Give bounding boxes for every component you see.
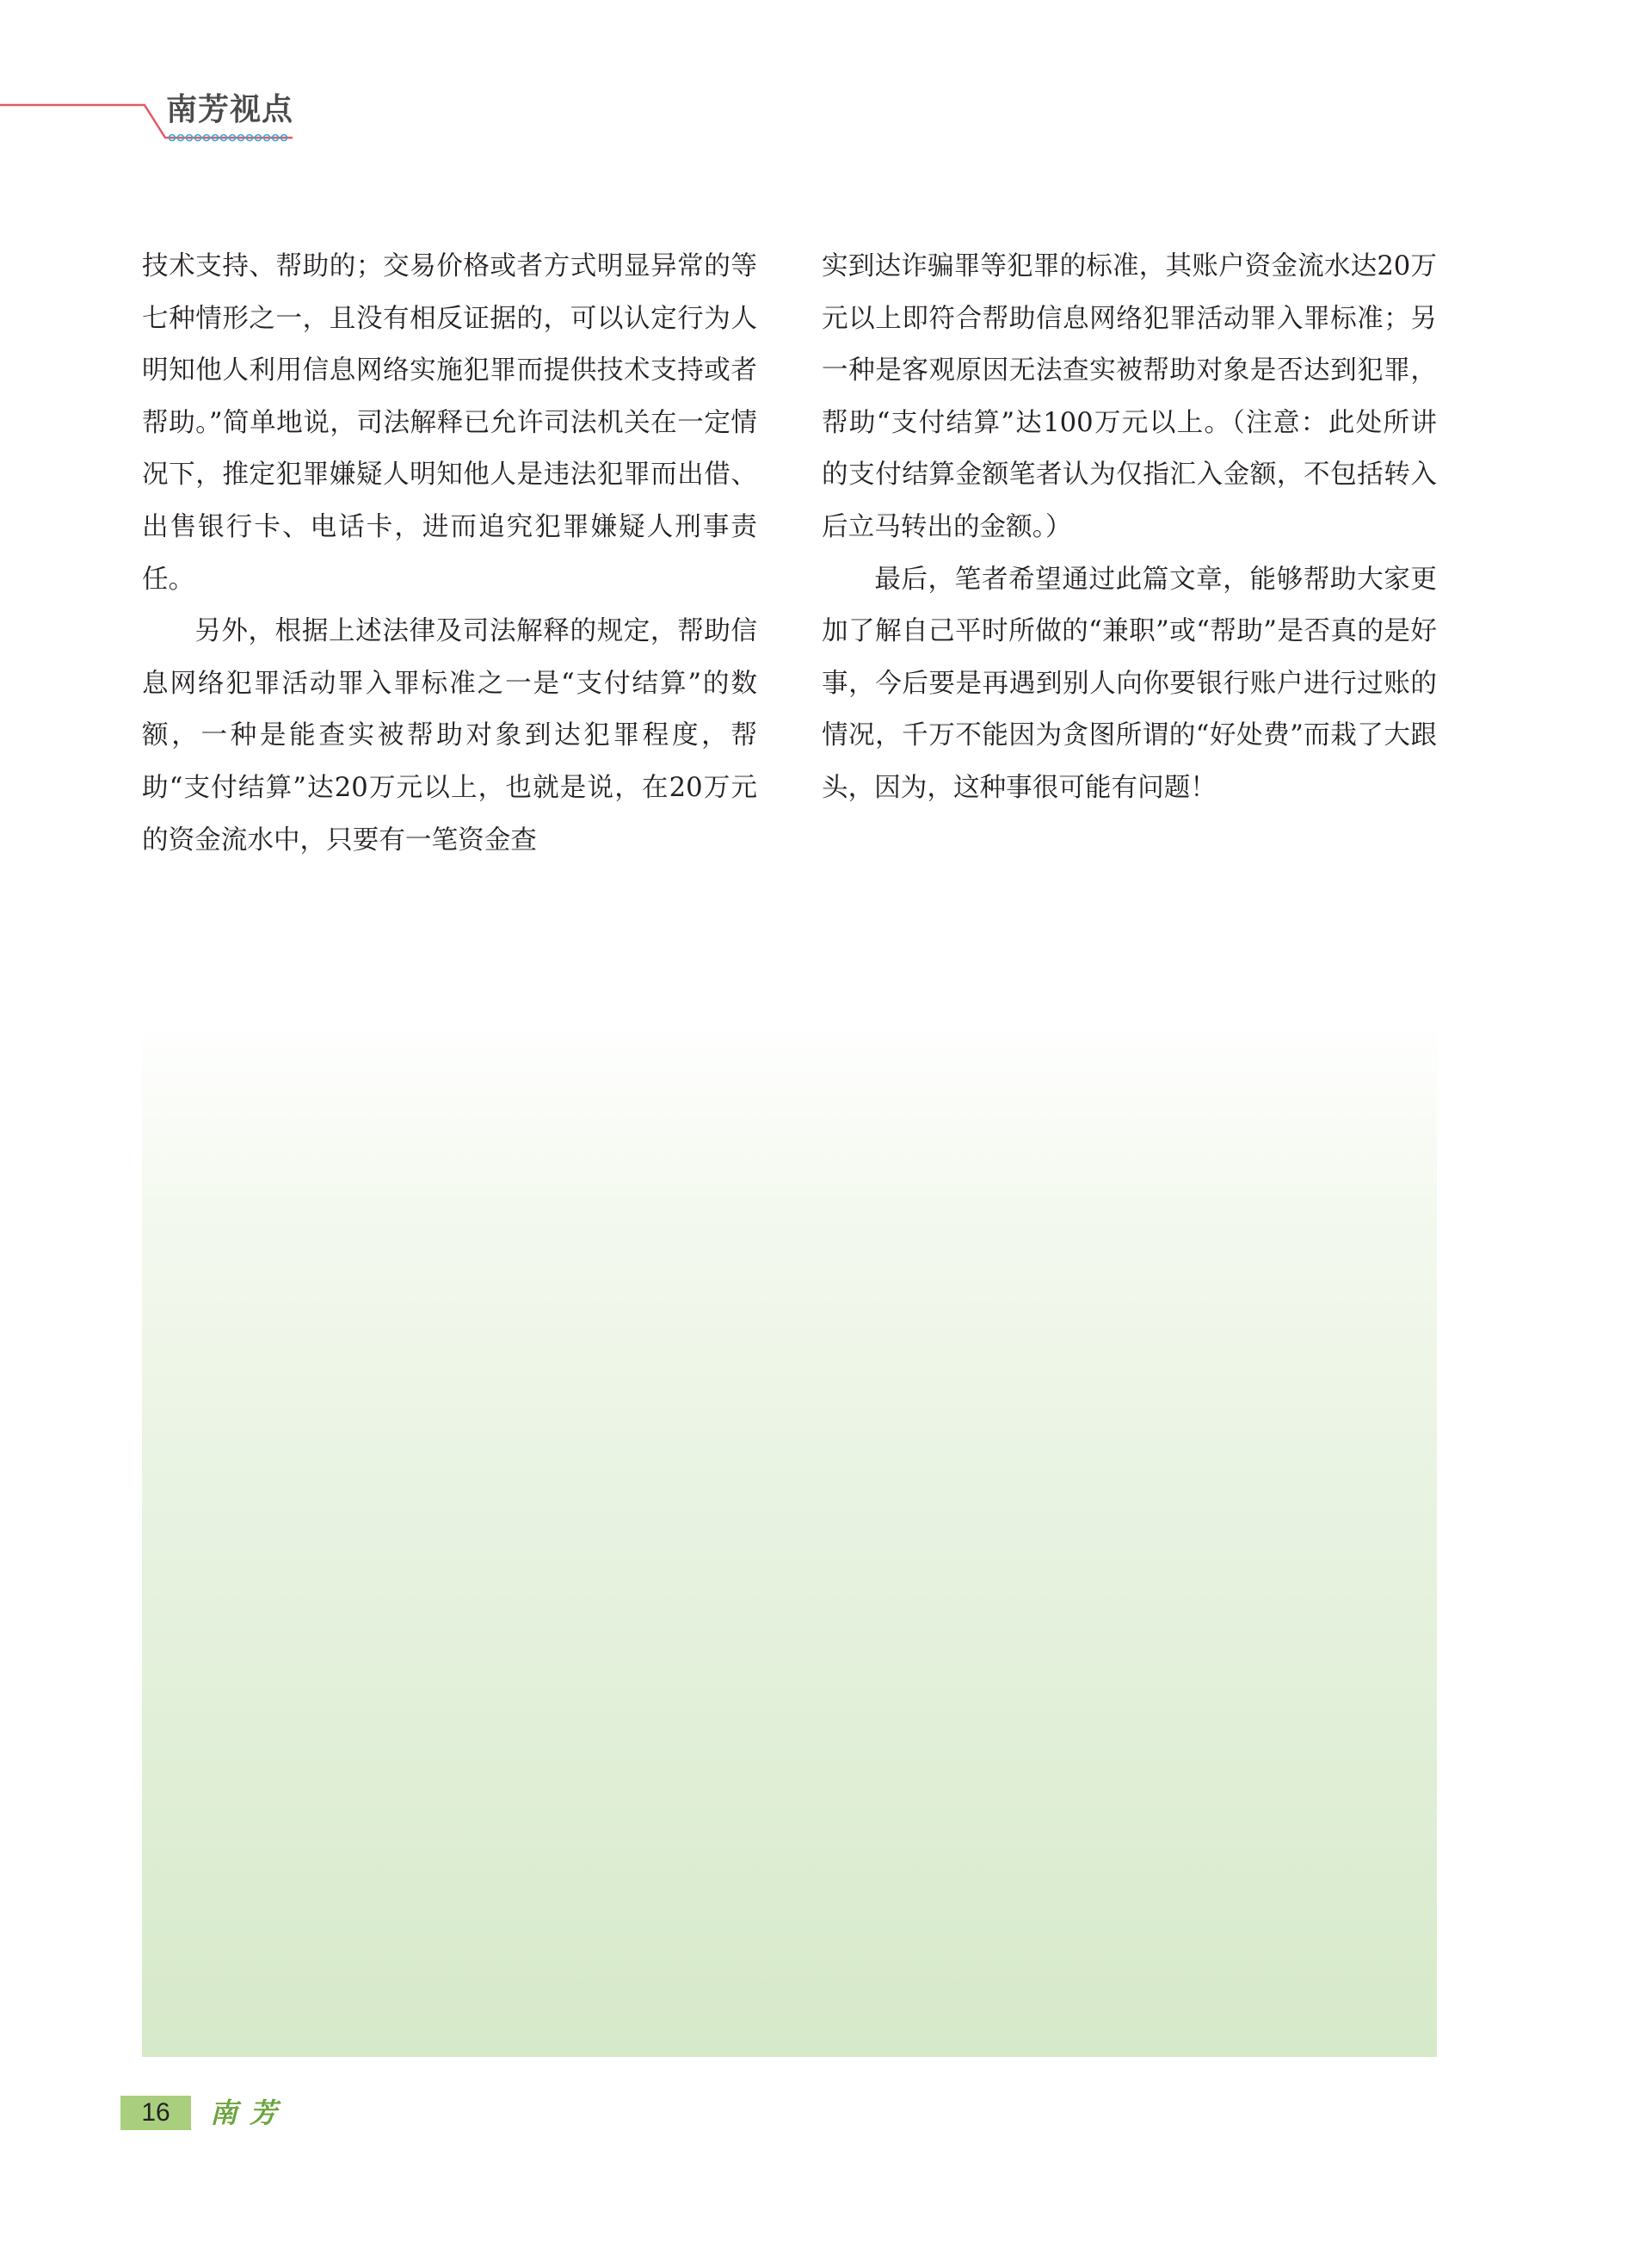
page-footer <box>0 2096 1652 2165</box>
article-paragraph: 实到达诈骗罪等犯罪的标准，其账户资金流水达20万元以上即符合帮助信息网络犯罪活动罪入罪标准；另一种是客观原因无法查实被帮助对象是否达到犯罪，帮助“支付结算”达100万元以上。（注意：此处所讲的支付结算金额笔者认为仅指汇入金额，不包括转入后立马转出的金额。） <box>822 251 1437 542</box>
decorative-image-panel <box>142 1020 1437 2057</box>
article-paragraph: 另外，根据上述法律及司法解释的规定，帮助信息网络犯罪活动罪入罪标准之一是“支付结算”的数额，一种是能查实被帮助对象到达犯罪程度，帮助“支付结算”达20万元以上，也就是说，在20万元的资金流水中，只要有一笔资金查 <box>142 616 757 855</box>
section-title: 南芳视点 <box>166 92 294 127</box>
header-ornament <box>0 0 1652 155</box>
article-paragraph: 最后，笔者希望通过此篇文章，能够帮助大家更加了解自己平时所做的“兼职”或“帮助”是否真的是好事，今后要是再遇到别人向你要银行账户进行过账的情况，千万不能因为贪图所谓的“好处费”而栽了大跟头，因为，这种事很可能有问题！ <box>822 564 1437 803</box>
magazine-name: 南芳 <box>210 2097 290 2129</box>
page-number: 16 <box>120 2096 191 2130</box>
article-paragraph: 技术支持、帮助的；交易价格或者方式明显异常的等七种情形之一，且没有相反证据的，可以认定行为人明知他人利用信息网络实施犯罪而提供技术支持或者帮助。”简单地说，司法解释已允许司法机关在一定情况下，推定犯罪嫌疑人明知他人是违法犯罪而出借、出售银行卡、电话卡，进而追究犯罪嫌疑人刑事责任。 <box>142 251 757 595</box>
article-right-column <box>822 241 1437 815</box>
article-left-column <box>142 241 757 867</box>
page-header <box>0 0 1652 155</box>
